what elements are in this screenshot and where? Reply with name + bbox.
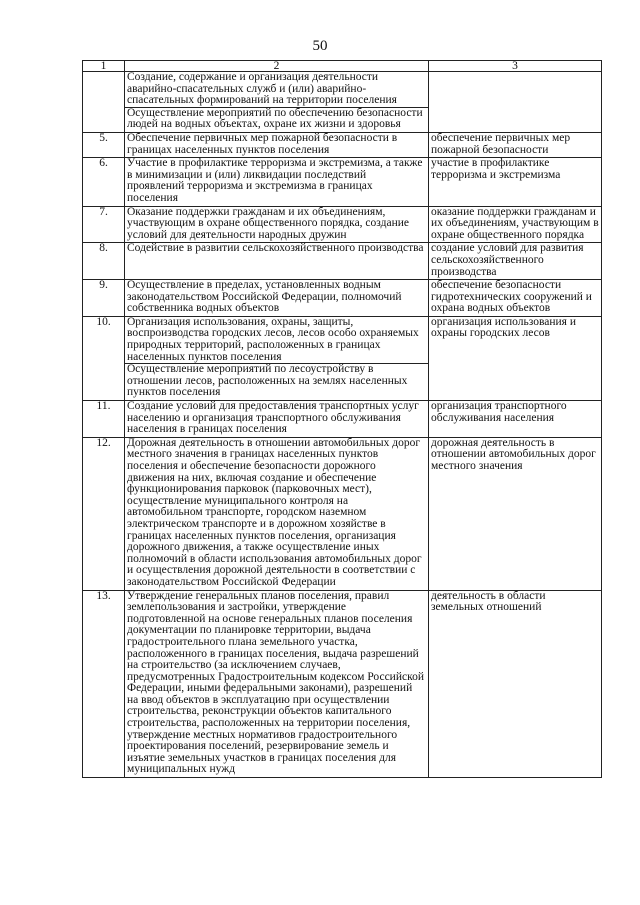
activity-area: участие в профилактике терроризма и экстремизма [429,158,602,206]
power-text: Оказание поддержки гражданам и их объединениям, участвующим в охране общественного порядка, создание условий для деятельности народных дружин [127,205,409,241]
power-text: Создание, содержание и организация деятельности аварийно-спасательных служб и (или) аварийно-спасательных формирований на территории поселения [127,71,397,107]
table-header-row [83,61,602,72]
row-number: 10. [83,316,125,400]
power-description [125,132,429,157]
powers-table [82,60,602,778]
table-row [83,72,602,133]
power-text: Организация использования, охраны, защиты, воспроизводства городских лесов, лесов особо охраняемых природных территорий, расположенных в границах населенных пунктов поселения [127,315,419,363]
row-number: 13. [83,590,125,778]
page-number: 50 [312,38,328,54]
power-text: Осуществление мероприятий по обеспечению безопасности людей на водных объектах, охране их жизни и здоровья [125,107,428,131]
row-number: 11. [83,401,125,438]
activity-area: оказание поддержки гражданам и их объединениям, участвующим в охране общественного порядка [429,206,602,243]
table-row [83,243,602,280]
activity-area: дорожная деятельность в отношении автомобильных дорог местного значения [429,437,602,590]
activity-area: создание условий для развития сельскохозяйственного производства [429,243,602,280]
power-description [125,590,429,778]
activity-area: организация использования и охраны городских лесов [429,316,602,400]
activity-area: деятельность в области земельных отношений [429,590,602,778]
power-text: Создание условий для предоставления транспортных услуг населению и организация транспортного обслуживания населения в границах поселения [127,400,419,436]
power-description [125,280,429,317]
table-row [83,437,602,590]
table-row [83,158,602,206]
header-col-1: 1 [83,61,125,72]
power-text: Осуществление мероприятий по лесоустройству в отношении лесов, расположенных на землях населенных пунктов поселения [125,363,428,399]
row-number: 8. [83,243,125,280]
power-description [125,206,429,243]
power-description [125,401,429,438]
power-text: Содействие в развитии сельскохозяйственного производства [127,242,424,255]
power-description [125,158,429,206]
power-text: Осуществление в пределах, установленных водным законодательством Российской Федерации, полномочий собственника водных объектов [127,279,402,315]
power-text: Обеспечение первичных мер пожарной безопасности в границах населенных пунктов поселения [127,131,398,156]
activity-area [429,72,602,133]
activity-area: обеспечение безопасности гидротехнических сооружений и охрана водных объектов [429,280,602,317]
activity-area: организация транспортного обслуживания населения [429,401,602,438]
row-number [83,72,125,133]
table-row [83,590,602,778]
power-text: Участие в профилактике терроризма и экстремизма, а также в минимизации и (или) ликвидации последствий проявлений терроризма и экстремизма в границах поселения [127,157,423,204]
row-number: 5. [83,132,125,157]
table-row [83,132,602,157]
table-row [83,206,602,243]
table-row [83,401,602,438]
power-description [125,243,429,280]
power-text: Дорожная деятельность в отношении автомобильных дорог местного значения в границах населенных пунктов поселения и обеспечение безопасности дорожного движения на них, включая создание и обеспечение функционирования парковок (парковочных мест), осуществление муниципального контроля на автомобильном транспорте, городском наземном электрическом транспорте и в дорожном хозяйстве в границах населенных пунктов поселения, организация дорожного движения, а также осуществление иных полномочий в области использования автомобильных дорог и осуществления дорожной деятельности в соответствии с законодательством Российской Федерации [127,436,422,588]
power-description [125,316,429,400]
row-number: 9. [83,280,125,317]
header-col-3: 3 [429,61,602,72]
row-number: 7. [83,206,125,243]
table-row [83,280,602,317]
power-description [125,72,429,133]
power-text: Утверждение генеральных планов поселения, правил землепользования и застройки, утверждение подготовленной на основе генеральных планов поселения документации по планировке территории, выдача градостроительного плана земельного участка, расположенного в границах поселения, выдача разрешений на строительство (за исключением случаев, предусмотренных Градостроительным кодексом Российской Федерации, иными федеральными законами), разрешений на ввод объектов в эксплуатацию при осуществлении строительства, реконструкции объектов капитального строительства, расположенных на территории поселения, утверждение местных нормативов градостроительного проектирования поселений, резервирование земель и изъятие земельных участков в границах поселения для муниципальных нужд [127,589,424,776]
row-number: 12. [83,437,125,590]
activity-area: обеспечение первичных мер пожарной безопасности [429,132,602,157]
row-number: 6. [83,158,125,206]
table-row [83,316,602,400]
header-col-2: 2 [125,61,429,72]
power-description [125,437,429,590]
